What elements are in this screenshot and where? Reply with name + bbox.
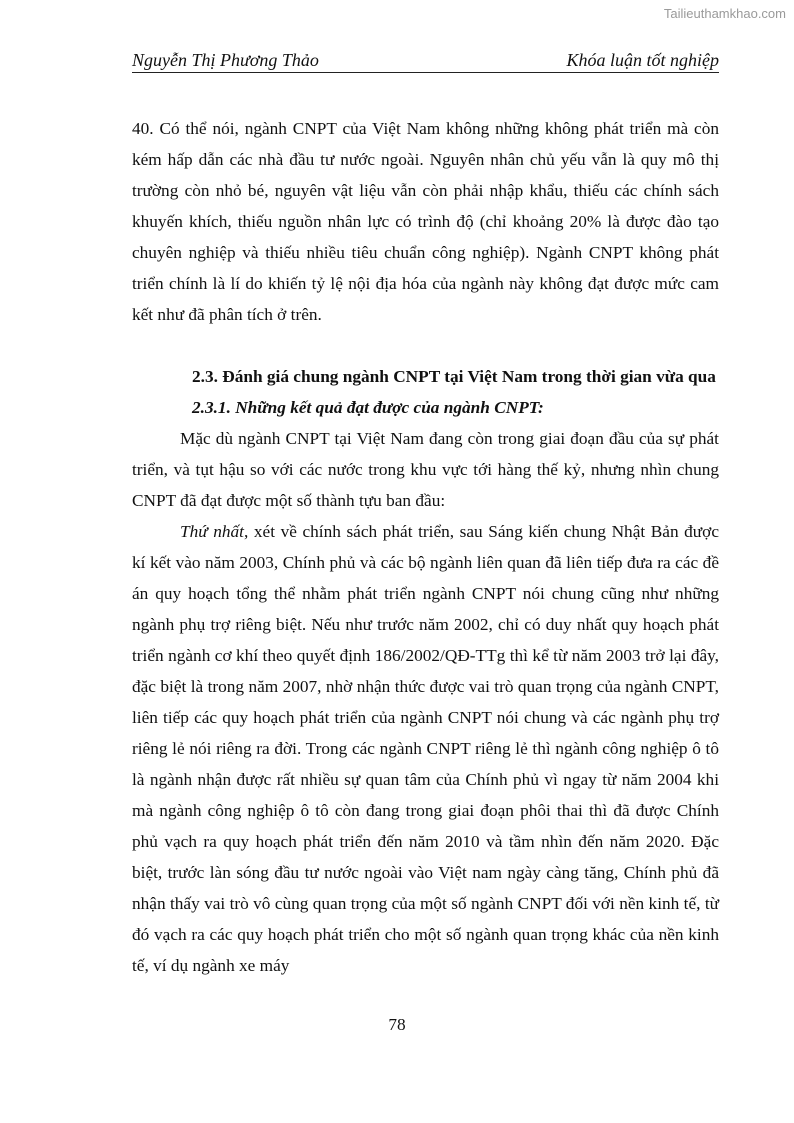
- paragraph-2: Mặc dù ngành CNPT tại Việt Nam đang còn trong giai đoạn đầu của sự phát triển, và tụt hậu so với các nước trong khu vực tới hàng thế kỷ, nhưng nhìn chung CNPT đã đạt được một số thành tựu ban đầu:: [132, 429, 719, 510]
- watermark: Tailieuthamkhao.com: [663, 6, 786, 21]
- paragraph-3-body: , xét về chính sách phát triển, sau Sáng kiến chung Nhật Bản được kí kết vào năm 2003, Chính phủ và các bộ ngành liên quan đã liên tiếp đưa ra các đề án quy hoạch tổng thể nhằm phát triển ngành CNPT nói chung cũng như những ngành phụ trợ riêng biệt. Nếu như trước năm 2002, chỉ có duy nhất quy hoạch phát triển ngành cơ khí theo quyết định 186/2002/QĐ-TTg thì kể từ năm 2003 trở lại đây, đặc biệt là trong năm 2007, nhờ nhận thức được vai trò quan trọng của ngành CNPT, liên tiếp các quy hoạch phát triển của ngành CNPT nói chung và các ngành phụ trợ riêng lẻ nói riêng ra đời. Trong các ngành CNPT riêng lẻ thì ngành công nghiệp ô tô là ngành nhận được rất nhiều sự quan tâm của Chính phủ vì ngay từ năm 2004 khi mà ngành công nghiệp ô tô còn đang trong giai đoạn phôi thai thì đã được Chính phủ vạch ra quy hoạch phát triển đến năm 2010 và tầm nhìn đến năm 2020. Đặc biệt, trước làn sóng đầu tư nước ngoài vào Việt nam ngày càng tăng, Chính phủ đã nhận thấy vai trò vô cùng quan trọng của một số ngành CNPT đối với nền kinh tế, từ đó vạch ra các quy hoạch phát triển cho một số ngành quan trọng khác của nền kinh tế, ví dụ ngành xe máy: [132, 522, 719, 975]
- paragraph-1: 40. Có thể nói, ngành CNPT của Việt Nam không những không phát triển mà còn kém hấp dẫn các nhà đầu tư nước ngoài. Nguyên nhân chủ yếu vẫn là quy mô thị trường còn nhỏ bé, nguyên vật liệu vẫn còn phải nhập khẩu, thiếu các chính sách khuyến khích, thiếu nguồn nhân lực có trình độ (chỉ khoảng 20% là được đào tạo chuyên nghiệp và thiếu nhiều tiêu chuẩn công nghiệp). Ngành CNPT không phát triển chính là lí do khiến tỷ lệ nội địa hóa của ngành này không đạt được mức cam kết như đã phân tích ở trên.: [132, 119, 719, 324]
- page-header: [132, 50, 719, 73]
- header-author: Nguyễn Thị Phương Thảo: [132, 50, 319, 70]
- paragraph-3-lead: Thứ nhất: [180, 522, 244, 541]
- header-title: Khóa luận tốt nghiệp: [566, 50, 719, 70]
- subsection-heading: 2.3.1. Những kết quả đạt được của ngành CNPT:: [192, 398, 544, 417]
- paragraph-3: [132, 516, 719, 981]
- page-number: 78: [388, 1015, 406, 1034]
- section-heading: 2.3. Đánh giá chung ngành CNPT tại Việt Nam trong thời gian vừa qua: [192, 367, 716, 386]
- page-content: [132, 113, 719, 981]
